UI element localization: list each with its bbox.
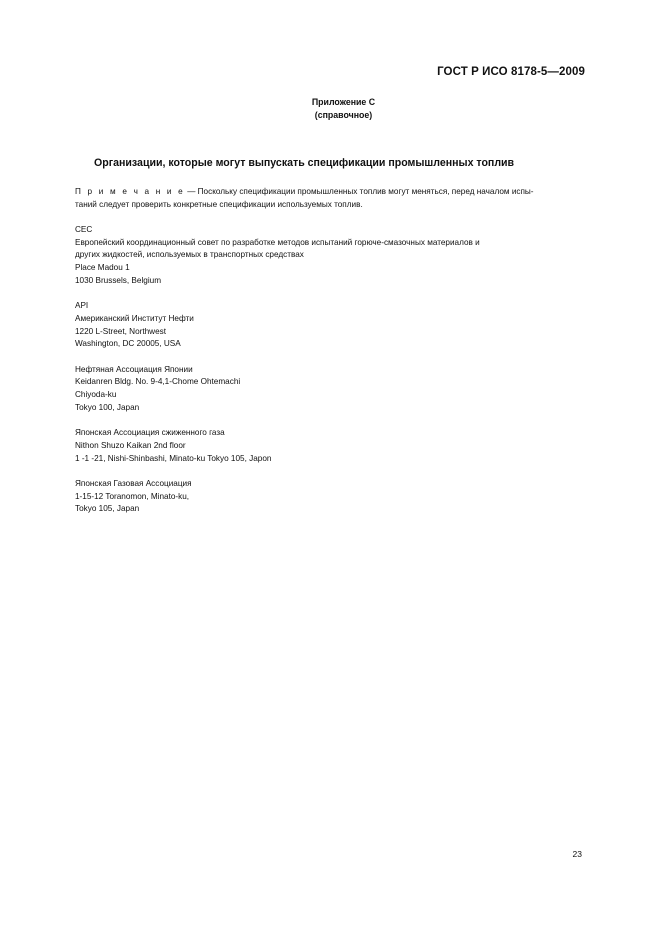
organization-entry-gas-japan [75,478,587,516]
organization-entry-cec [75,224,587,288]
org-address-line: Washington, DC 20005, USA [75,339,181,349]
standard-code: ГОСТ Р ИСО 8178-5—2009 [437,66,585,78]
org-name-line: Американский Институт Нефти [75,313,194,323]
org-name-line: Японская Газовая Ассоциация [75,479,192,488]
note-line-2: таний следует проверить конкретные спецификации используемых топлив. [75,200,363,209]
org-address-line: Tokyo 100, Japan [75,402,140,412]
organizations-list [75,224,587,529]
organization-entry-api [75,300,587,351]
org-address-line: 1-15-12 Toranomon, Minato-ku, [75,491,190,501]
organization-entry-lpg-japan [75,427,587,465]
note-paragraph [75,185,585,211]
org-name-line: Европейский координационный совет по разработке методов испытаний горюче-смазочных материалов и [75,237,480,247]
note-text-1: — Поскольку спецификации промышленных топлив могут меняться, перед началом испы- [184,187,534,196]
annex-subtitle: (справочное) [314,110,373,120]
note-label: П р и м е ч а н и е [75,187,185,196]
section-title: Организации, которые могут выпускать спецификации промышленных топлив [94,157,515,169]
org-address-line: Nithon Shuzo Kaikan 2nd floor [75,440,186,450]
org-address-line: Tokyo 105, Japan [75,504,140,514]
org-name-line: других жидкостей, используемых в транспортных средствах [75,250,304,260]
organization-entry-petroleum-japan [75,364,587,415]
org-address-line: Chiyoda-ku [75,390,117,400]
annex-title: Приложение С [311,97,376,107]
page-number: 23 [572,849,582,859]
org-address-line: Place Madou 1 [75,263,130,273]
org-address-line: Keidanren Bldg. No. 9-4,1-Chome Ohtemachi [75,377,241,387]
org-name-line: Нефтяная Ассоциация Японии [75,364,193,374]
org-abbr: API [75,301,89,311]
org-address-line: 1 -1 -21, Nishi-Shinbashi, Minato-ku Tokyo 105, Japon [75,453,272,463]
annex-heading [0,96,661,122]
org-address-line: 1030 Brussels, Belgium [75,275,162,285]
org-abbr: CEC [75,225,93,234]
note-line-1 [75,185,585,198]
org-address-line: 1220 L-Street, Northwest [75,326,167,336]
org-name-line: Японская Ассоциация сжиженного газа [75,428,225,438]
